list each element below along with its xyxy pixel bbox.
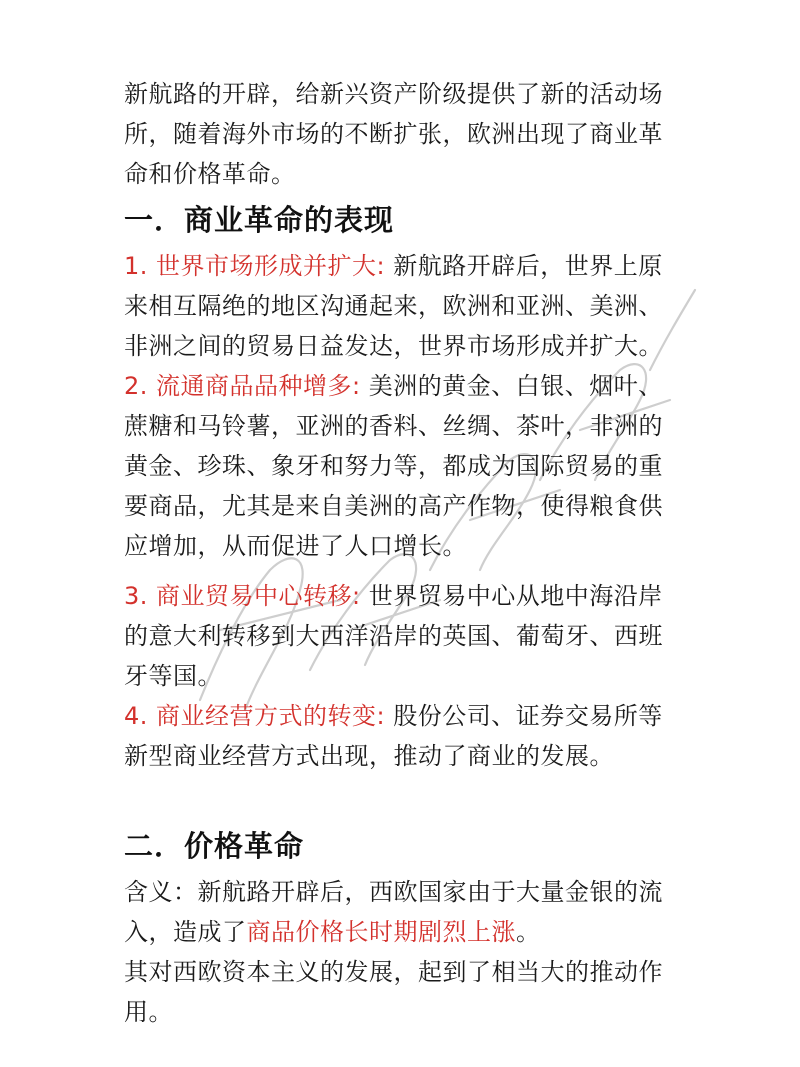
section2-effect: 其对西欧资本主义的发展，起到了相当大的推动作用。 [124,958,663,1026]
section2-heading: 二．价格革命 [124,829,305,863]
item-1-text: 新航路开辟后，世界上原来相互隔绝的地区沟通起来，欧洲和亚洲、美洲、非洲之间的贸易日益发达，世界市场形成并扩大。 [124,252,663,360]
item-3-label: 3. 商业贸易中心转移: [124,582,361,610]
intro-paragraph: 新航路的开辟，给新兴资产阶级提供了新的活动场所，随着海外市场的不断扩张，欧洲出现了商业革命和价格革命。 [124,80,663,188]
section1-item-2 [124,366,684,566]
item-1-label: 1. 世界市场形成并扩大: [124,252,386,280]
section1-item-1 [124,246,684,366]
meaning-suffix: 。 [516,918,541,946]
item-2-text: 美洲的黄金、白银、烟叶、蔗糖和马铃薯，亚洲的香料、丝绸、茶叶，非洲的黄金、珍珠、象牙和努力等，都成为国际贸易的重要商品，尤其是来自美洲的高产作物，使得粮食供应增加，从而促进了人口增长。 [124,372,663,560]
item-3-text: 世界贸易中心从地中海沿岸的意大利转移到大西洋沿岸的英国、葡萄牙、西班牙等国。 [124,582,663,690]
meaning-prefix: 含义：新航路开辟后，西欧国家由于大量金银的流入，造成了 [124,878,663,946]
section1-item-3 [124,576,684,696]
section2-meaning [124,872,684,952]
meaning-highlight: 商品价格长时期剧烈上涨 [246,918,516,946]
section1-item-4 [124,696,684,776]
item-4-label: 4. 商业经营方式的转变: [124,702,386,730]
section1-heading: 一．商业革命的表现 [124,203,395,237]
item-2-label: 2. 流通商品品种增多: [124,372,361,400]
item-4-text: 股份公司、证券交易所等新型商业经营方式出现，推动了商业的发展。 [124,702,663,770]
